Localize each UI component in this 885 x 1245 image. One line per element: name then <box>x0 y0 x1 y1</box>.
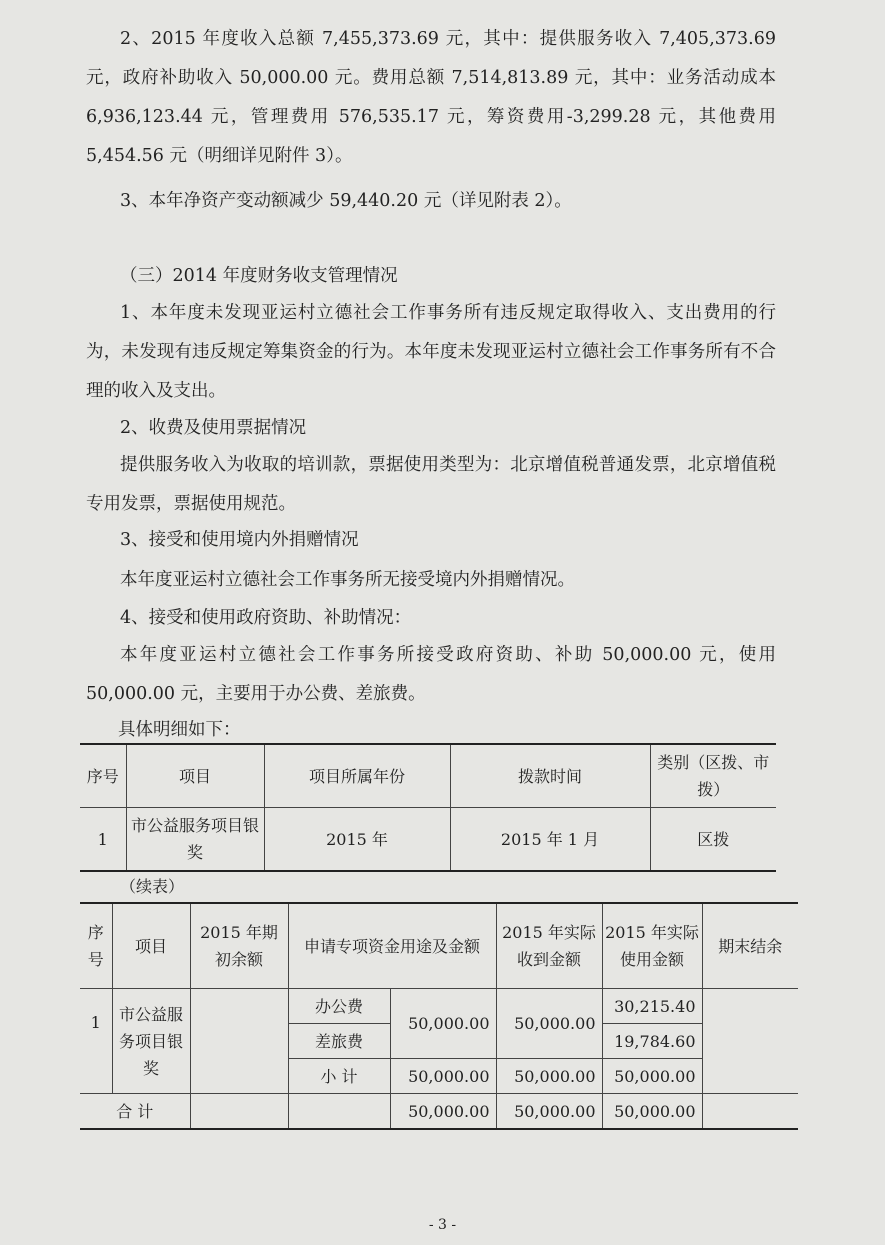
row-seq: 1 <box>80 808 126 872</box>
row-grant-time: 2015 年 1 月 <box>450 808 650 872</box>
net-asset-paragraph: 3、本年净资产变动额减少 59,440.20 元（详见附表 2）。 <box>120 191 572 211</box>
t2-header-received: 2015 年实际收到金额 <box>496 903 602 989</box>
detail-intro: 具体明细如下： <box>118 720 241 740</box>
t2-row-closing <box>702 989 798 1094</box>
grant-info-table <box>80 743 776 872</box>
t2-total-apply: 50,000.00 <box>390 1094 496 1130</box>
header-seq: 序号 <box>80 744 126 808</box>
t2-received-amount: 50,000.00 <box>496 989 602 1059</box>
t2-header-purpose: 申请专项资金用途及金额 <box>288 903 496 989</box>
header-grant-time: 拨款时间 <box>450 744 650 808</box>
t2-row-opening <box>190 989 288 1094</box>
t2-subtotal-used: 50,000.00 <box>602 1059 702 1094</box>
subsidy-paragraph: 本年度亚运村立德社会工作事务所接受政府资助、补助 50,000.00 元，使用 50,000.00 元，主要用于办公费、差旅费。 <box>86 645 776 704</box>
t2-header-opening: 2015 年期初余额 <box>190 903 288 989</box>
t2-subtotal-apply: 50,000.00 <box>390 1059 496 1094</box>
donation-heading: 3、接受和使用境内外捐赠情况 <box>120 530 359 550</box>
t2-office-label: 办公费 <box>288 989 390 1024</box>
header-year: 项目所属年份 <box>264 744 450 808</box>
t2-travel-used: 19,784.60 <box>602 1024 702 1059</box>
donation-paragraph: 本年度亚运村立德社会工作事务所无接受境内外捐赠情况。 <box>120 570 575 590</box>
t2-row-seq: 1 <box>80 989 112 1094</box>
t2-header-used: 2015 年实际使用金额 <box>602 903 702 989</box>
t2-total-closing <box>702 1094 798 1130</box>
fund-usage-table <box>80 902 798 1130</box>
t2-header-project: 项目 <box>112 903 190 989</box>
t2-total-label: 合 计 <box>80 1094 190 1130</box>
t2-header-closing: 期末结余 <box>702 903 798 989</box>
section-title: （三）2014 年度财务收支管理情况 <box>120 266 398 286</box>
t2-row-project: 市公益服务项目银奖 <box>112 989 190 1094</box>
header-project: 项目 <box>126 744 264 808</box>
row-year: 2015 年 <box>264 808 450 872</box>
t2-total-used: 50,000.00 <box>602 1094 702 1130</box>
continued-label: （续表） <box>120 877 185 896</box>
t2-header-seq: 序号 <box>80 903 112 989</box>
t2-subtotal-label: 小 计 <box>288 1059 390 1094</box>
t2-total-received: 50,000.00 <box>496 1094 602 1130</box>
t2-office-used: 30,215.40 <box>602 989 702 1024</box>
receipts-heading: 2、收费及使用票据情况 <box>120 418 307 438</box>
receipts-paragraph: 提供服务收入为收取的培训款，票据使用类型为：北京增值税普通发票，北京增值税专用发票，票据使用规范。 <box>86 455 776 514</box>
header-category: 类别（区拨、市拨） <box>650 744 776 808</box>
t2-total-purpose-blank <box>288 1094 390 1130</box>
t2-travel-label: 差旅费 <box>288 1024 390 1059</box>
row-project: 市公益服务项目银奖 <box>126 808 264 872</box>
page-number: - 3 - <box>428 1217 457 1233</box>
t2-total-opening <box>190 1094 288 1130</box>
income-paragraph: 2、2015 年度收入总额 7,455,373.69 元，其中：提供服务收入 7,405,373.69 元，政府补助收入 50,000.00 元。费用总额 7,514,813.89 元，其中：业务活动成本 6,936,123.44 元，管理费用 576,535.17 元，筹资费用-3,299.28 元，其他费用 5,454.56 元（明细详见附件 3）。 <box>86 29 776 166</box>
finance-paragraph-1: 1、本年度未发现亚运村立德社会工作事务所有违反规定取得收入、支出费用的行为，未发现有违反规定筹集资金的行为。本年度未发现亚运村立德社会工作事务所有不合理的收入及支出。 <box>86 303 776 401</box>
t2-apply-amount: 50,000.00 <box>390 989 496 1059</box>
row-category: 区拨 <box>650 808 776 872</box>
subsidy-heading: 4、接受和使用政府资助、补助情况： <box>120 608 412 628</box>
t2-subtotal-received: 50,000.00 <box>496 1059 602 1094</box>
